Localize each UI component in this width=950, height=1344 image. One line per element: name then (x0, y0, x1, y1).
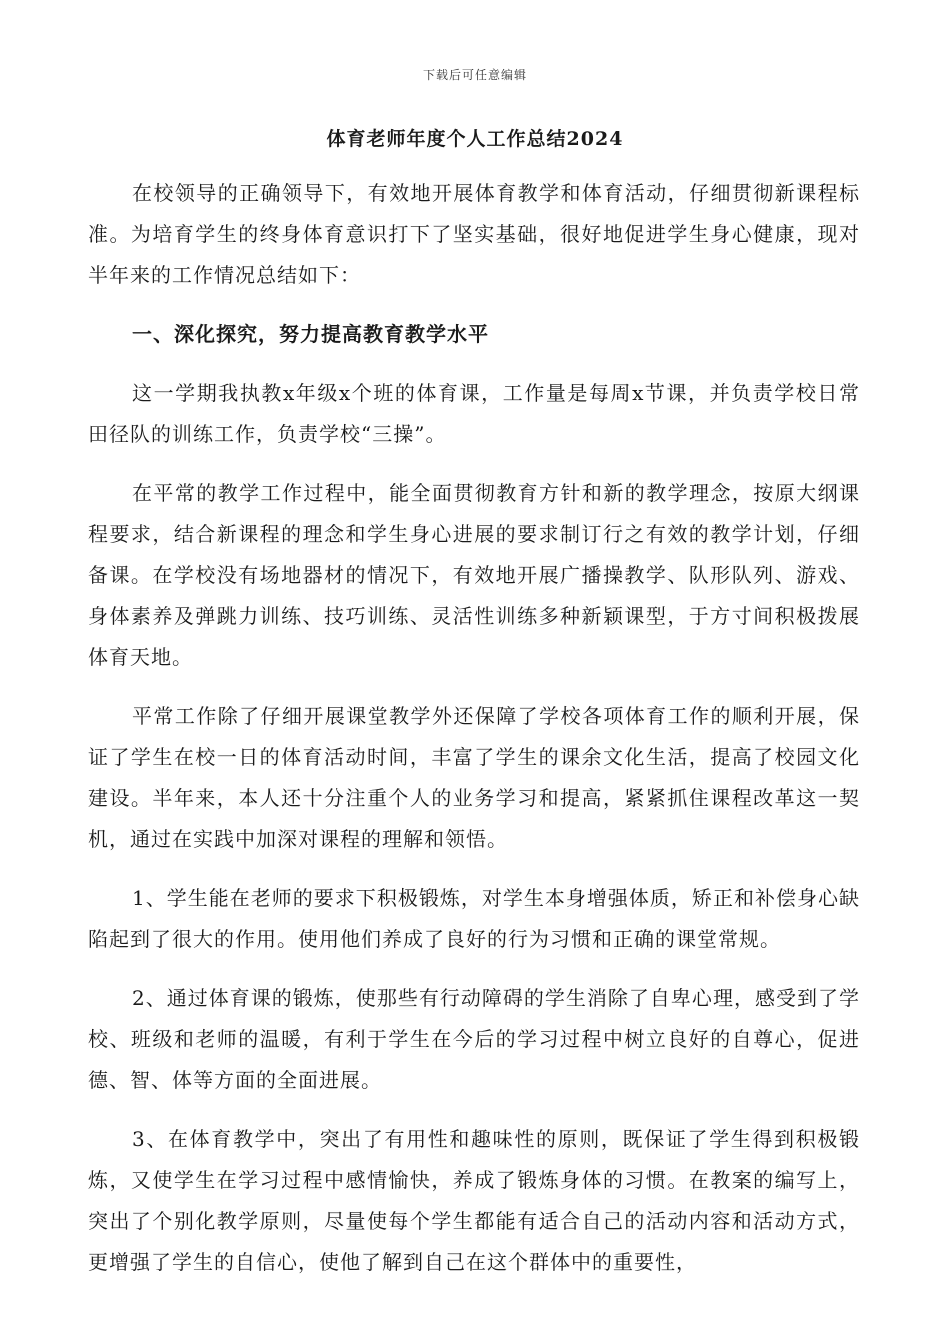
body-paragraph: 平常工作除了仔细开展课堂教学外还保障了学校各项体育工作的顺利开展，保证了学生在校一日的体育活动时间，丰富了学生的课余文化生活，提高了校园文化建设。半年来，本人还十分注重个人的业务学习和提高，紧紧抓住课程改革这一契机，通过在实践中加深对课程的理解和领悟。 (88, 704, 860, 851)
document-body (88, 173, 860, 1301)
body-paragraph: 在平常的教学工作过程中，能全面贯彻教育方针和新的教学理念，按原大纲课程要求，结合新课程的理念和学生身心进展的要求制订行之有效的教学计划，仔细备课。在学校没有场地器材的情况下，有效地开展广播操教学、队形队列、游戏、身体素养及弹跳力训练、技巧训练、灵活性训练多种新颖课型，于方寸间积极拨展体育天地。 (88, 481, 860, 669)
list-item-paragraph: 3、在体育教学中，突出了有用性和趣味性的原则，既保证了学生得到积极锻炼，又使学生在学习过程中感情愉快，养成了锻炼身体的习惯。在教案的编写上，突出了个别化教学原则，尽量使每个学生都能有适合自己的活动内容和活动方式，更增强了学生的自信心，使他了解到自己在这个群体中的重要性， (88, 1127, 860, 1274)
list-item-paragraph: 1、学生能在老师的要求下积极锻炼，对学生本身增强体质，矫正和补偿身心缺陷起到了很大的作用。使用他们养成了良好的行为习惯和正确的课堂常规。 (88, 886, 860, 951)
body-paragraph: 这一学期我执教x年级x个班的体育课，工作量是每周x节课，并负责学校日常田径队的训练工作，负责学校“三操”。 (88, 381, 860, 446)
section-heading: 一、深化探究，努力提高教育教学水平 (132, 322, 489, 346)
intro-paragraph: 在校领导的正确领导下，有效地开展体育教学和体育活动，仔细贯彻新课程标准。为培育学生的终身体育意识打下了坚实基础，很好地促进学生身心健康，现对半年来的工作情况总结如下： (88, 181, 860, 287)
list-item-paragraph: 2、通过体育课的锻炼，使那些有行动障碍的学生消除了自卑心理，感受到了学校、班级和老师的温暖，有利于学生在今后的学习过程中树立良好的自尊心，促进德、智、体等方面的全面进展。 (88, 986, 860, 1092)
header-note: 下载后可任意编辑 (422, 68, 527, 82)
document-title: 体育老师年度个人工作总结2024 (326, 128, 624, 150)
